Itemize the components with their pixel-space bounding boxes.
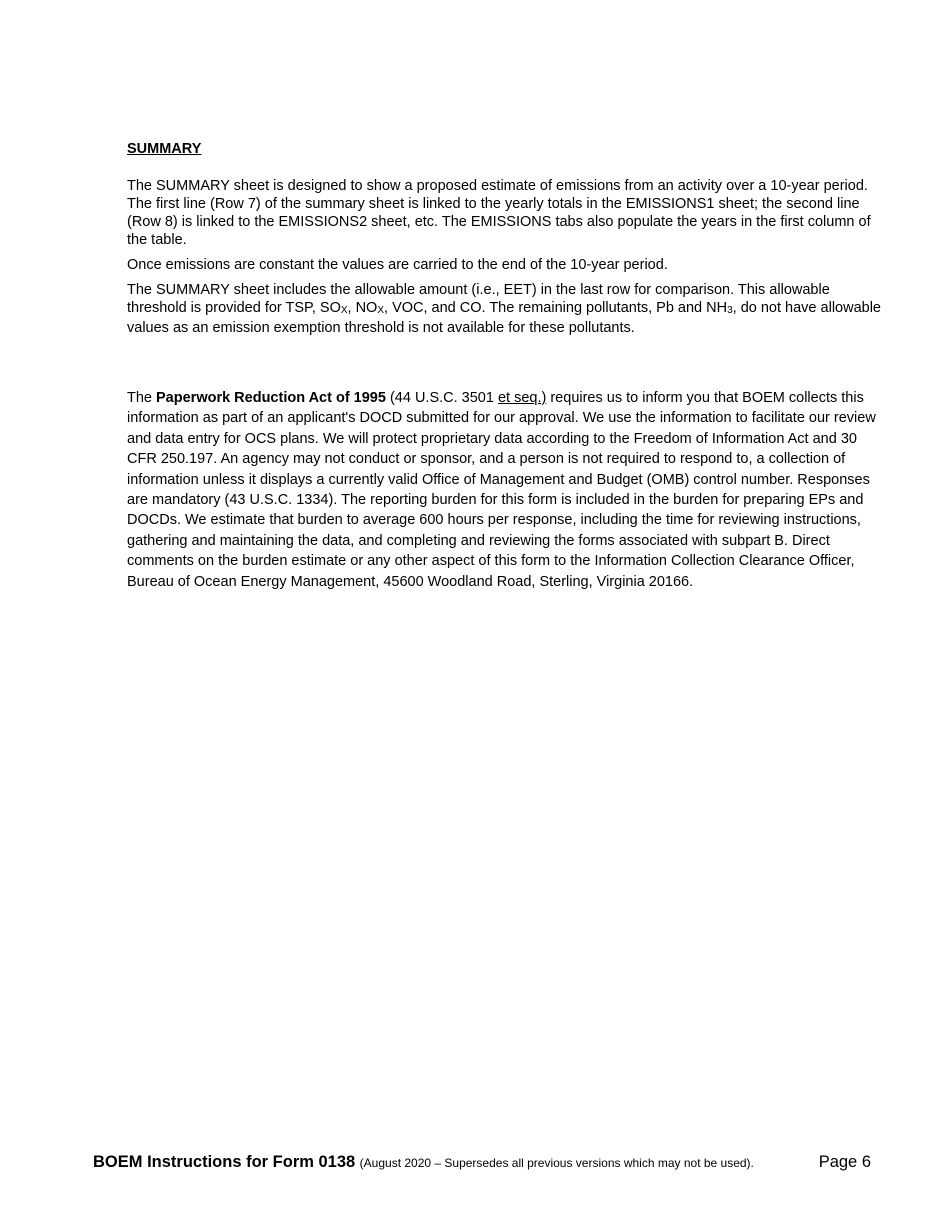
footer-version-note: (August 2020 – Supersedes all previous versions which may not be used). bbox=[359, 1156, 754, 1170]
sox-subscript: X bbox=[340, 305, 348, 316]
summary-paragraph-1: The SUMMARY sheet is designed to show a proposed estimate of emissions from an activity over a 10-year period. The first line (Row 7) of the summary sheet is linked to the yearly totals in the EMISSIONS1 sheet; the second line (Row 8) is linked to the EMISSIONS2 sheet, etc. The EMISSIONS tabs also populate the years in the first column of the table. bbox=[127, 178, 871, 248]
et-seq-text: et seq.) bbox=[497, 390, 547, 406]
page-footer bbox=[93, 1153, 883, 1177]
page-number: Page 6 bbox=[818, 1153, 871, 1171]
footer-title: BOEM Instructions for Form 0138 bbox=[93, 1153, 356, 1171]
notice-intro: The bbox=[127, 390, 157, 406]
paragraph-3-text-c: , VOC, and CO. The remaining pollutants, Pb and NH bbox=[384, 300, 728, 316]
paragraph-3-text-a: The SUMMARY sheet includes the allowable amount (i.e., EET) in the last row for comparison. This allowable threshold is provided for TSP, SO bbox=[127, 282, 830, 316]
summary-paragraph-2: Once emissions are constant the values are carried to the end of the 10-year period. bbox=[127, 257, 668, 273]
act-citation: (44 U.S.C. 3501 bbox=[385, 390, 498, 406]
paperwork-notice-paragraph bbox=[127, 388, 887, 592]
paperwork-reduction-notice bbox=[127, 388, 887, 592]
paragraph-3-text-b: , NO bbox=[347, 300, 378, 316]
notice-body: requires us to inform you that BOEM collects this information as part of an applicant's DOCD submitted for our approval. We use the information to facilitate our review and data entry for OCS plans. We will protect proprietary data according to the Freedom of Information Act and 30 CFR 250.197. An agency may not conduct or sponsor, and a person is not required to respond to, a collection of information unless it displays a currently valid Office of Management and Budget (OMB) control number. Responses are mandatory (43 U.S.C. 1334). The reporting burden for this form is included in the burden for preparing EPs and DOCDs. We estimate that burden to average 600 hours per response, including the time for reviewing instructions, gathering and maintaining the data, and completing and reviewing the forms associated with subpart B. Direct comments on the burden estimate or any other aspect of this form to the Information Collection Clearance Officer, Bureau of Ocean Energy Management, 45600 Woodland Road, Sterling, Virginia 20166. bbox=[127, 390, 876, 590]
nox-subscript: X bbox=[377, 305, 385, 316]
nh3-subscript: 3 bbox=[727, 305, 733, 316]
summary-paragraph-3 bbox=[127, 281, 887, 337]
summary-section bbox=[127, 177, 887, 344]
act-name: Paperwork Reduction Act of 1995 bbox=[156, 390, 386, 406]
paragraph-3-text-d: , do not have allowable values as an emission exemption threshold is not available for these pollutants. bbox=[127, 300, 881, 336]
summary-heading: SUMMARY bbox=[127, 141, 202, 157]
